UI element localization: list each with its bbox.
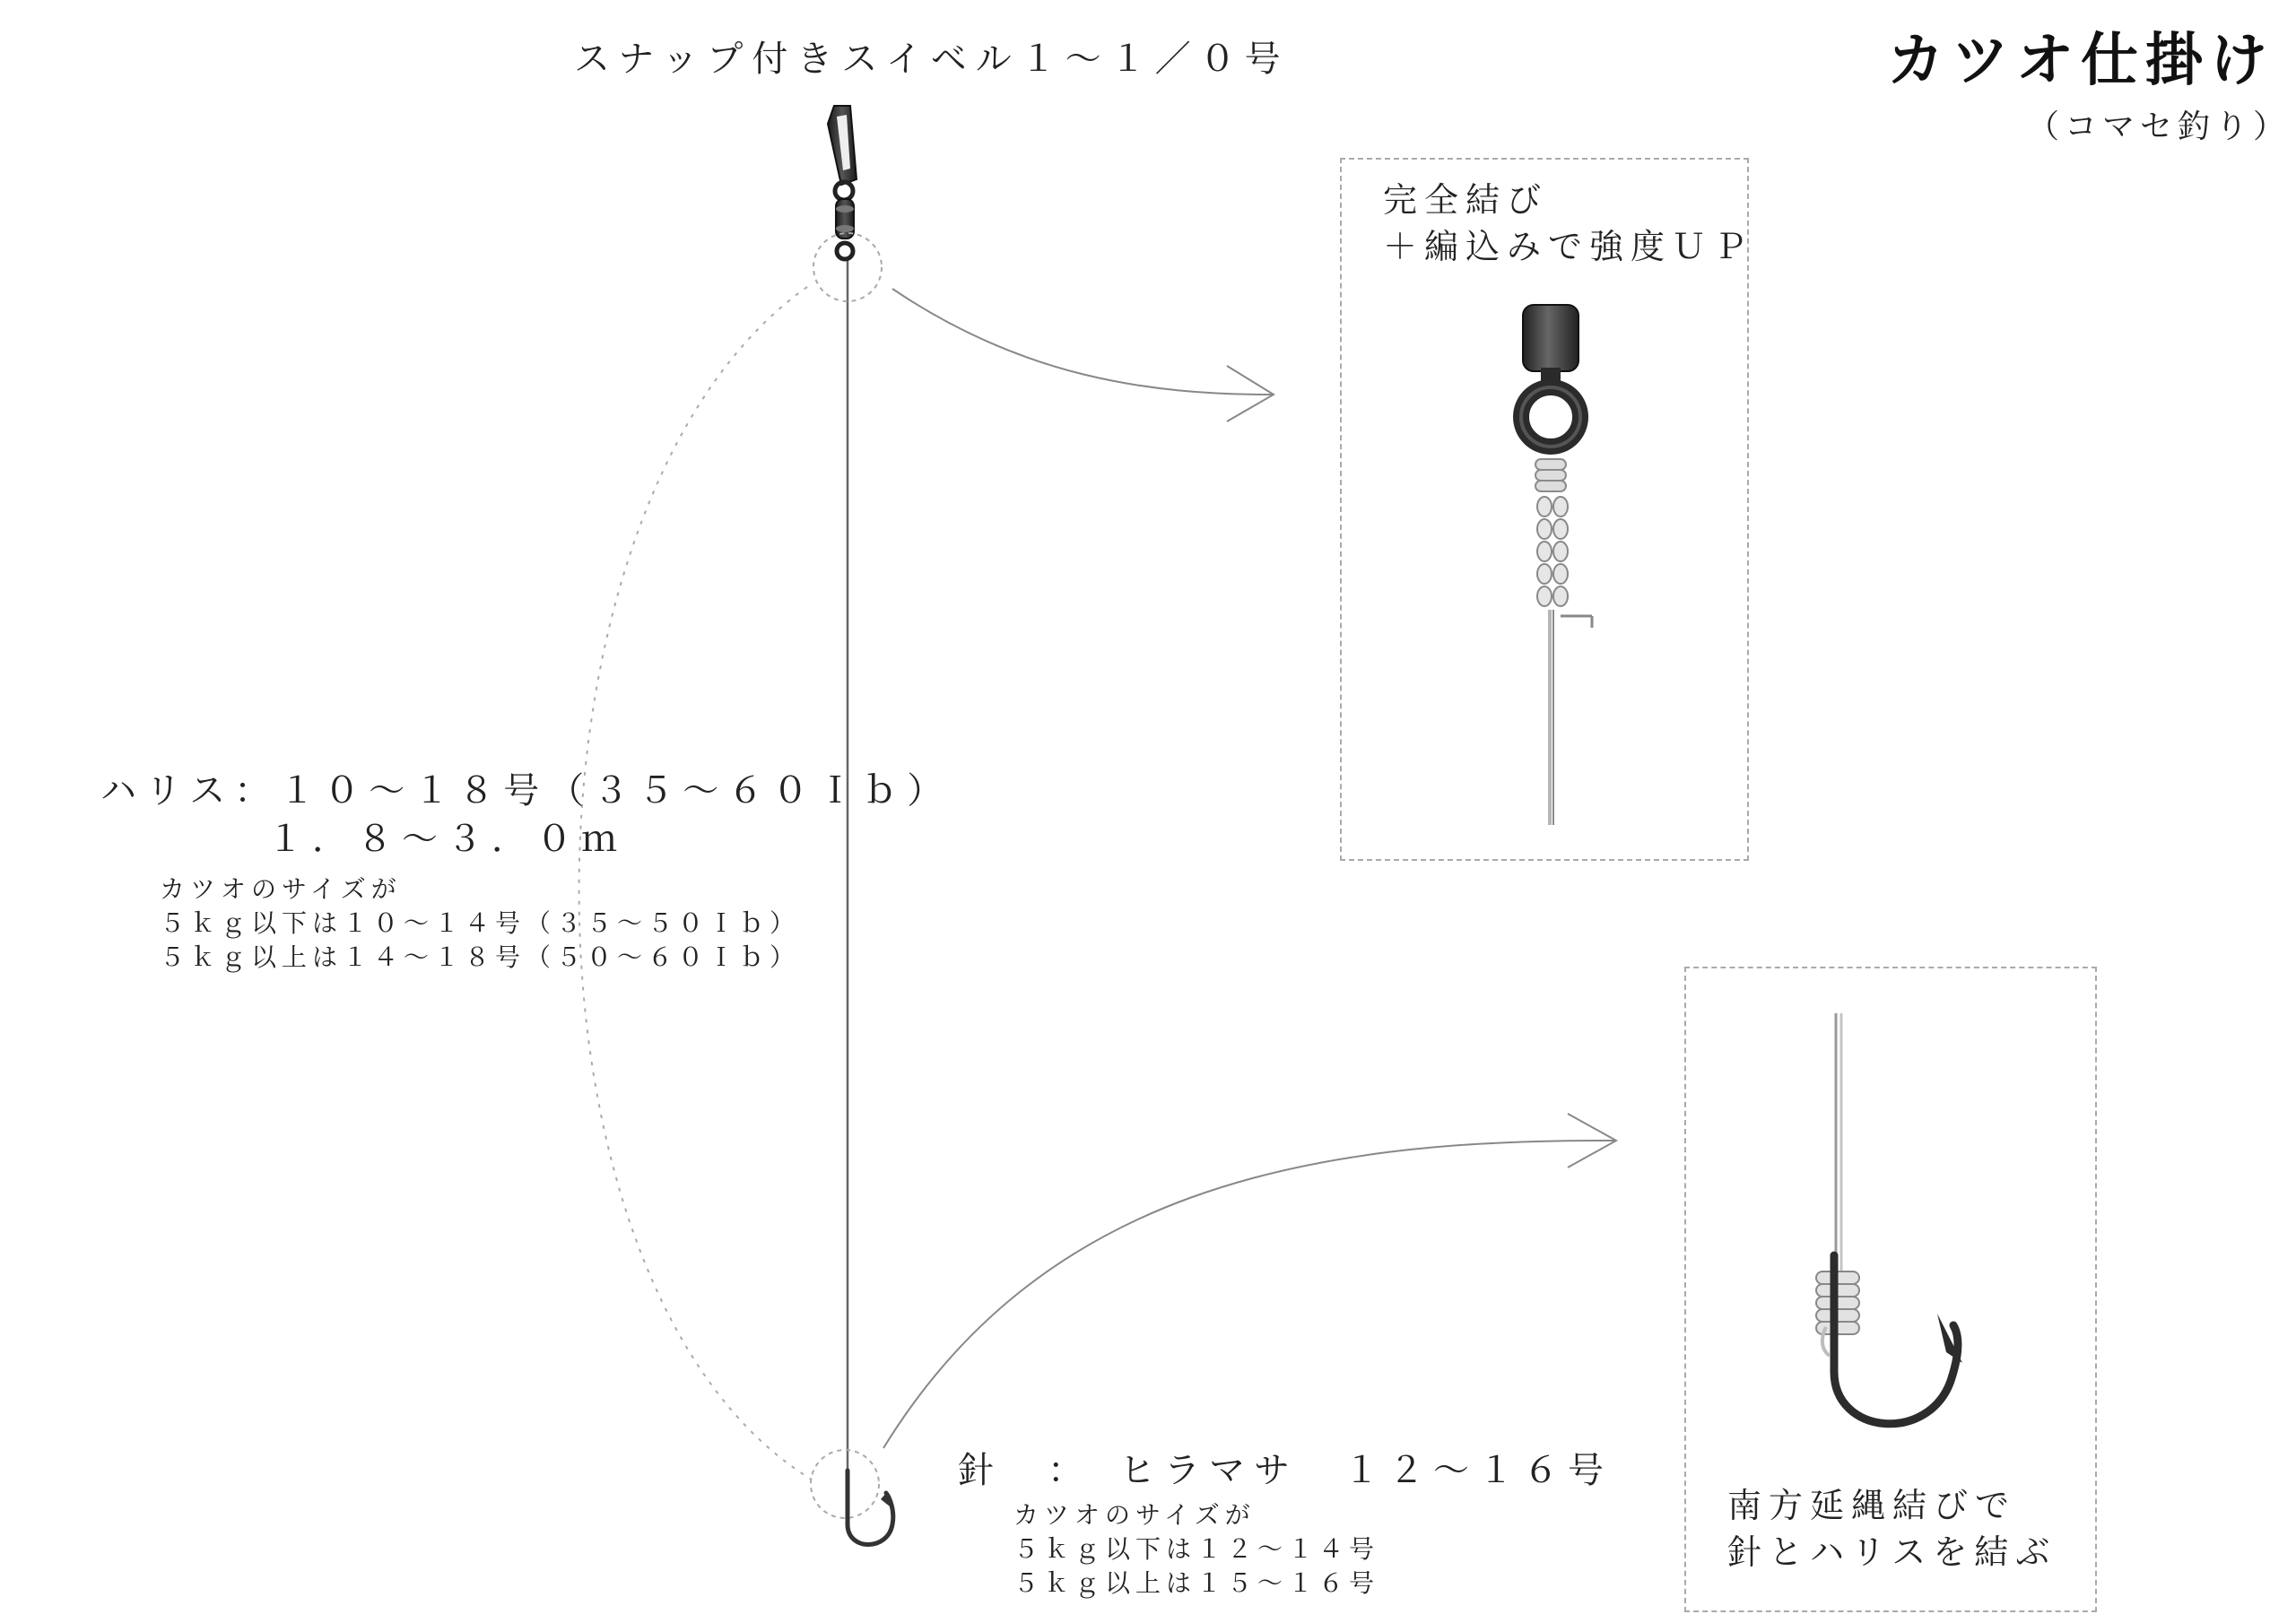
top-knot-caption-2: ＋編込みで強度ＵＰ [1383,227,1755,266]
leader-length-arc [579,287,812,1480]
leader-note-heading: カツオのサイズが [160,874,402,904]
swivel-label: スナップ付きスイベル１～１／０号 [574,39,1290,80]
leader-length-label: １．８～３．０ｍ [267,819,626,860]
leader-note-1: ５ｋｇ以下は１０～１４号（３５～５０Ｉｂ） [160,908,801,938]
hook-note-2: ５ｋｇ以上は１５～１６号 [1013,1568,1380,1598]
arrow-to-top-detail [892,289,1274,421]
bottom-knot-caption-1: 南方延縄結びで [1727,1486,2017,1525]
hook-detail-circle [811,1450,879,1518]
top-knot-caption-1: 完全結び [1383,180,1549,220]
hook-note-heading: カツオのサイズが [1013,1500,1256,1530]
page-title: カツオ仕掛け [1887,28,2274,94]
small-hook-icon [848,1471,893,1545]
arrow-to-bottom-detail [883,1114,1616,1448]
leader-spec-label: ハリス：１０～１８号（３５～６０Ｉｂ） [100,770,952,812]
leader-note-2: ５ｋｇ以上は１４～１８号（５０～６０Ｉｂ） [160,942,801,972]
page-subtitle: （コマセ釣り） [2027,108,2292,145]
hook-spec-label: 針 ： ヒラマサ １２～１６号 [958,1450,1613,1491]
bottom-knot-caption-2: 針とハリスを結ぶ [1727,1532,2057,1572]
hook-note-1: ５ｋｇ以下は１２～１４号 [1013,1534,1380,1564]
